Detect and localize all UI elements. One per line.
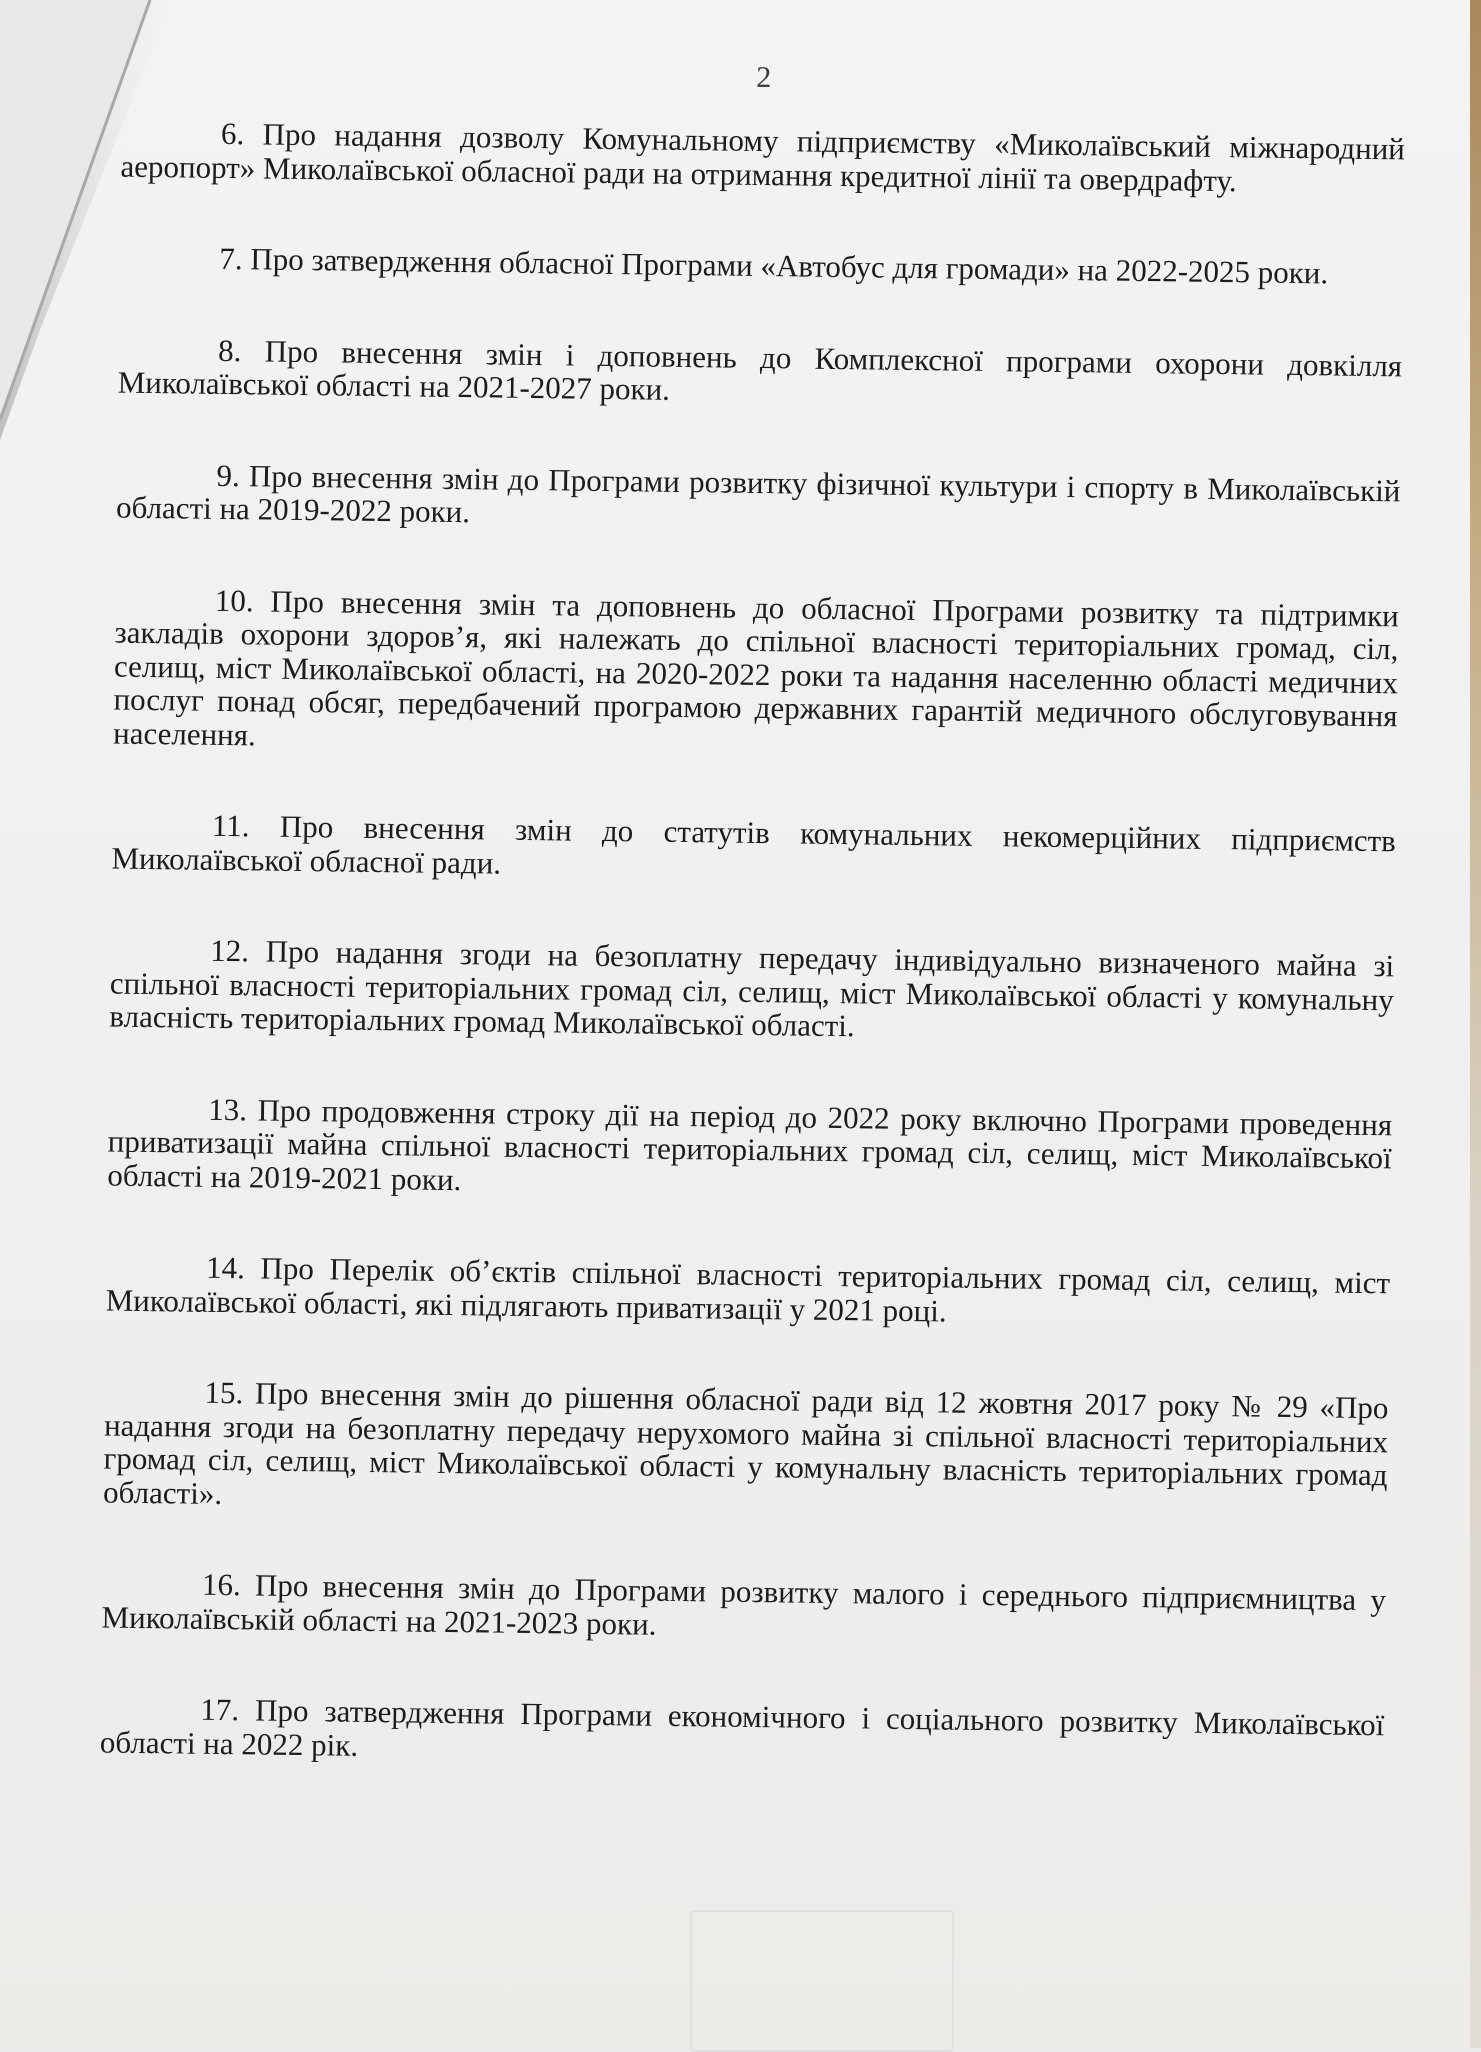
- agenda-item-15: 15. Про внесення змін до рішення обласної ради від 12 жовтня 2017 року № 29 «Про надання згоди на безоплатну передачу нерухомого майна зі спільної власності територіальних громад сіл, селищ, міст Миколаївської області у комунальну власність територіальних громад області».: [102, 1374, 1389, 1511]
- agenda-item-7: 7. Про затвердження обласної Програми «Автобус для громади» на 2022-2025 роки.: [219, 240, 1329, 291]
- agenda-item-8: 8. Про внесення змін і доповнень до Комплексної програми охорони довкілля Миколаївської області на 2021-2027 роки.: [117, 332, 1403, 407]
- agenda-item-9: 9. Про внесення змін до Програми розвитку фізичної культури і спорту в Миколаївській області на 2019-2022 роки.: [115, 457, 1401, 530]
- agenda-item-16: 16. Про внесення змін до Програми розвитку малого і середнього підприємництва у Миколаївській області на 2021-2023 роки.: [101, 1566, 1387, 1642]
- page-number: 2: [756, 60, 772, 95]
- bleed-through-stamp: [690, 1910, 954, 2052]
- agenda-item-13: 13. Про продовження строку дії на період до 2022 року включно Програми проведення приватизації майна спільної власності територіальних громад сіл, селищ, міст Миколаївської області на 2019-2021 роки.: [107, 1091, 1393, 1197]
- agenda-item-10: 10. Про внесення змін та доповнень до обласної Програми розвитку та підтримки закладів охорони здоров’я, які належать до спільної власності територіальних громад, сіл, селищ, міст Миколаївської області, на 2020-2022 роки та надання населенню області медичних послуг понад обсяг, передбачений програмою державних гарантій медичного обслуговування населення.: [112, 582, 1400, 752]
- agenda-item-6: 6. Про надання дозволу Комунальному підприємству «Миколаївський міжнародний аеропорт» Миколаївської обласної ради на отримання кредитної лінії та овердрафту.: [120, 115, 1406, 198]
- agenda-item-11: 11. Про внесення змін до статутів комунальних некомерційних підприємств Миколаївської обласної ради.: [111, 807, 1397, 881]
- agenda-item-17: 17. Про затвердження Програми економічного і соціального розвитку Миколаївської області на 2022 рік.: [99, 1691, 1385, 1763]
- table-surface-edge: [1470, 0, 1481, 2048]
- agenda-item-12: 12. Про надання згоди на безоплатну передачу індивідуально визначеного майна зі спільної власності територіальних громад сіл, селищ, міст Миколаївської області у комунальну власність територіальних громад Миколаївської області.: [109, 932, 1395, 1044]
- agenda-body: [100, 52, 1406, 1776]
- agenda-item-14: 14. Про Перелік об’єктів спільної власності територіальних громад сіл, селищ, міст Миколаївської області, які підлягають приватизації у 2021 році.: [105, 1249, 1391, 1328]
